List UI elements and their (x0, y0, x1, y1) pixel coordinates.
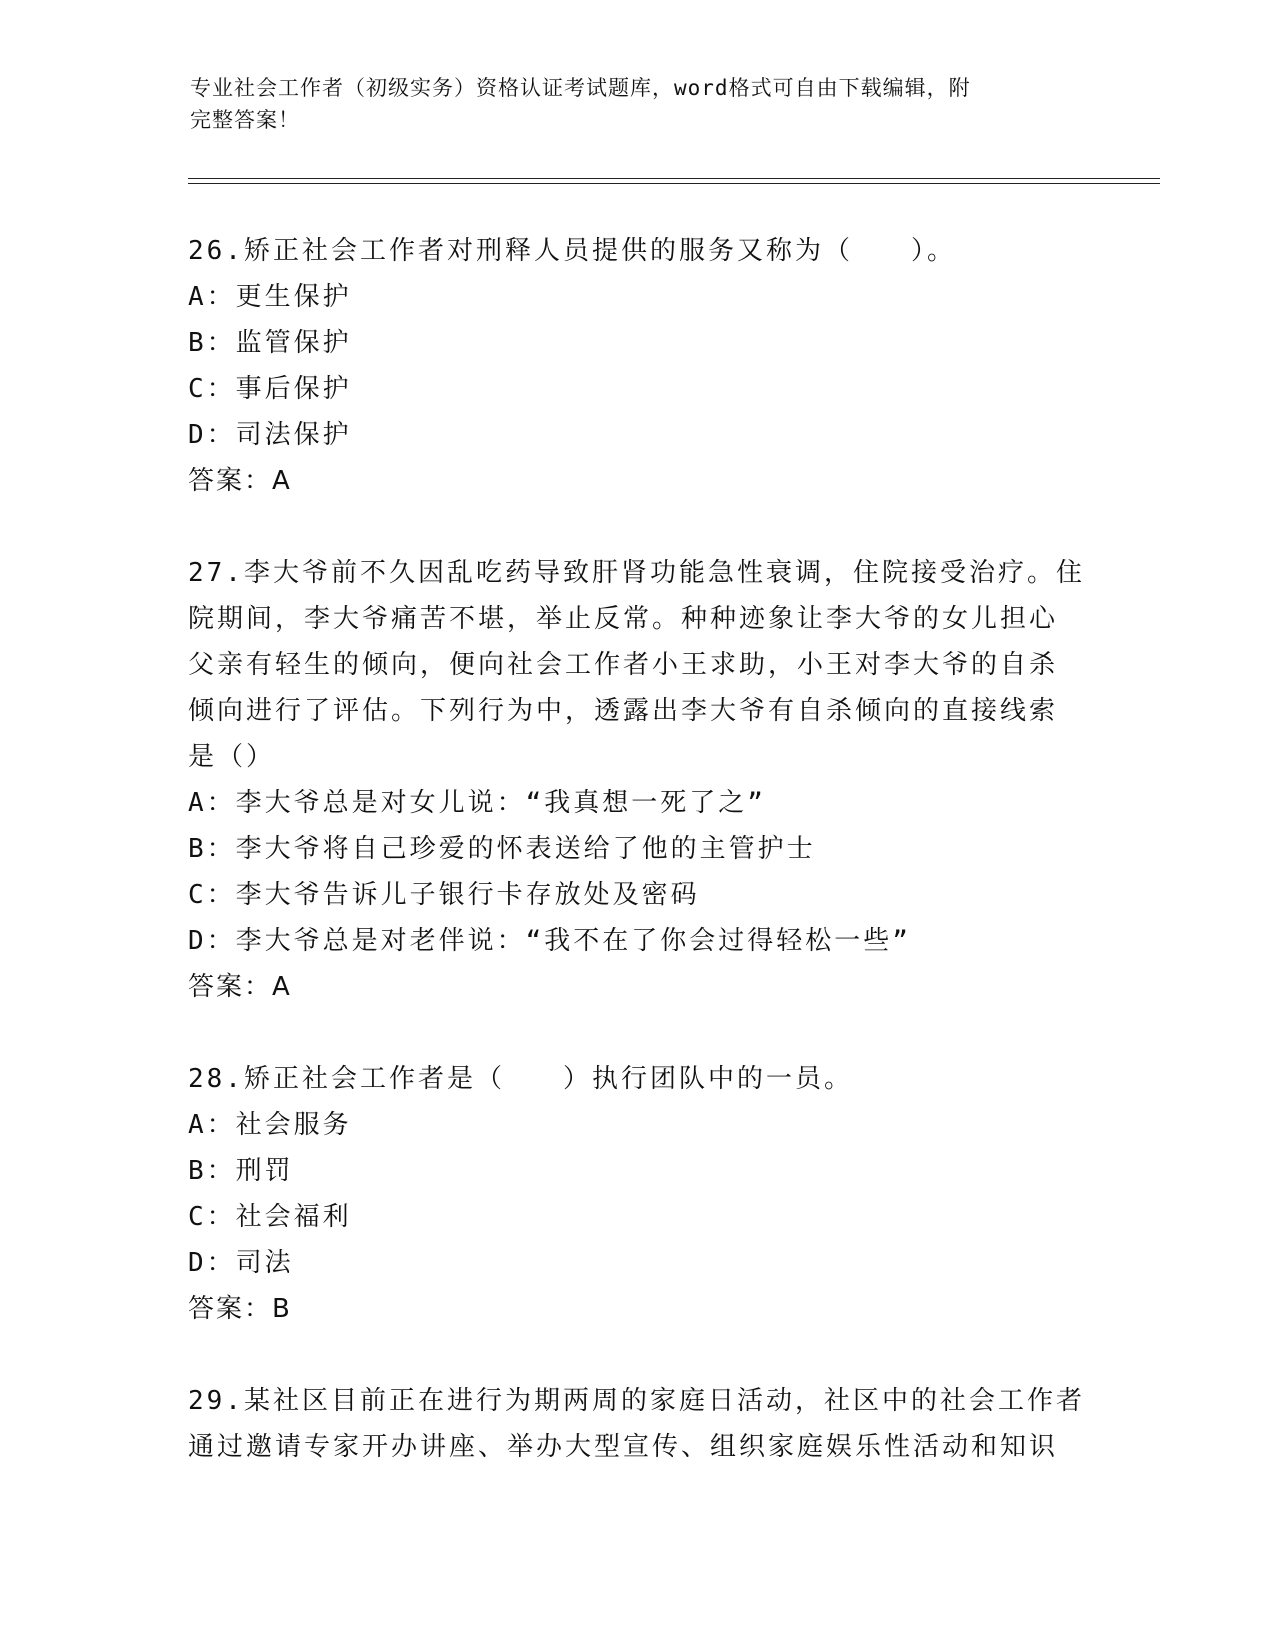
question-text-line: 29.某社区目前正在进行为期两周的家庭日活动，社区中的社会工作者 (188, 1386, 1085, 1416)
header-line-2: 完整答案！ (190, 108, 300, 132)
option-a: A：更生保护 (188, 282, 352, 312)
question-text: 26.矫正社会工作者对刑释人员提供的服务又称为（ ）。 (188, 236, 956, 266)
option-b: B：李大爷将自己珍爱的怀表送给了他的主管护士 (188, 834, 816, 864)
question-list (188, 228, 1088, 1516)
answer: 答案：A (188, 972, 292, 1002)
option-c: C：李大爷告诉儿子银行卡存放处及密码 (188, 880, 700, 910)
question-text-line: 院期间，李大爷痛苦不堪，举止反常。种种迹象让李大爷的女儿担心 (188, 604, 1059, 634)
question-text-line: 27.李大爷前不久因乱吃药导致肝肾功能急性衰调，住院接受治疗。住 (188, 558, 1085, 588)
option-a: A：李大爷总是对女儿说：“我真想一死了之” (188, 788, 766, 818)
question-26 (188, 228, 1088, 504)
header-divider-top (188, 178, 1160, 179)
question-27 (188, 550, 1088, 1010)
question-29 (188, 1378, 1088, 1470)
question-text: 28.矫正社会工作者是（ ）执行团队中的一员。 (188, 1064, 853, 1094)
option-a: A：社会服务 (188, 1110, 352, 1140)
question-text-line: 通过邀请专家开办讲座、举办大型宣传、组织家庭娱乐性活动和知识 (188, 1432, 1059, 1462)
header-divider-bottom (188, 183, 1160, 184)
answer: 答案：A (188, 466, 292, 496)
document-header (190, 72, 1090, 136)
question-text-line: 父亲有轻生的倾向，便向社会工作者小王求助，小王对李大爷的自杀 (188, 650, 1059, 680)
question-text-line: 是（） (188, 742, 276, 772)
option-d: D：司法 (188, 1248, 294, 1278)
question-28 (188, 1056, 1088, 1332)
option-b: B：刑罚 (188, 1156, 294, 1186)
option-d: D：李大爷总是对老伴说：“我不在了你会过得轻松一些” (188, 926, 911, 956)
question-text-line: 倾向进行了评估。下列行为中，透露出李大爷有自杀倾向的直接线索 (188, 696, 1059, 726)
option-d: D：司法保护 (188, 420, 352, 450)
option-b: B：监管保护 (188, 328, 352, 358)
header-line-1: 专业社会工作者（初级实务）资格认证考试题库，word格式可自由下载编辑，附 (190, 76, 971, 100)
option-c: C：社会福利 (188, 1202, 352, 1232)
option-c: C：事后保护 (188, 374, 352, 404)
answer: 答案：B (188, 1294, 292, 1324)
